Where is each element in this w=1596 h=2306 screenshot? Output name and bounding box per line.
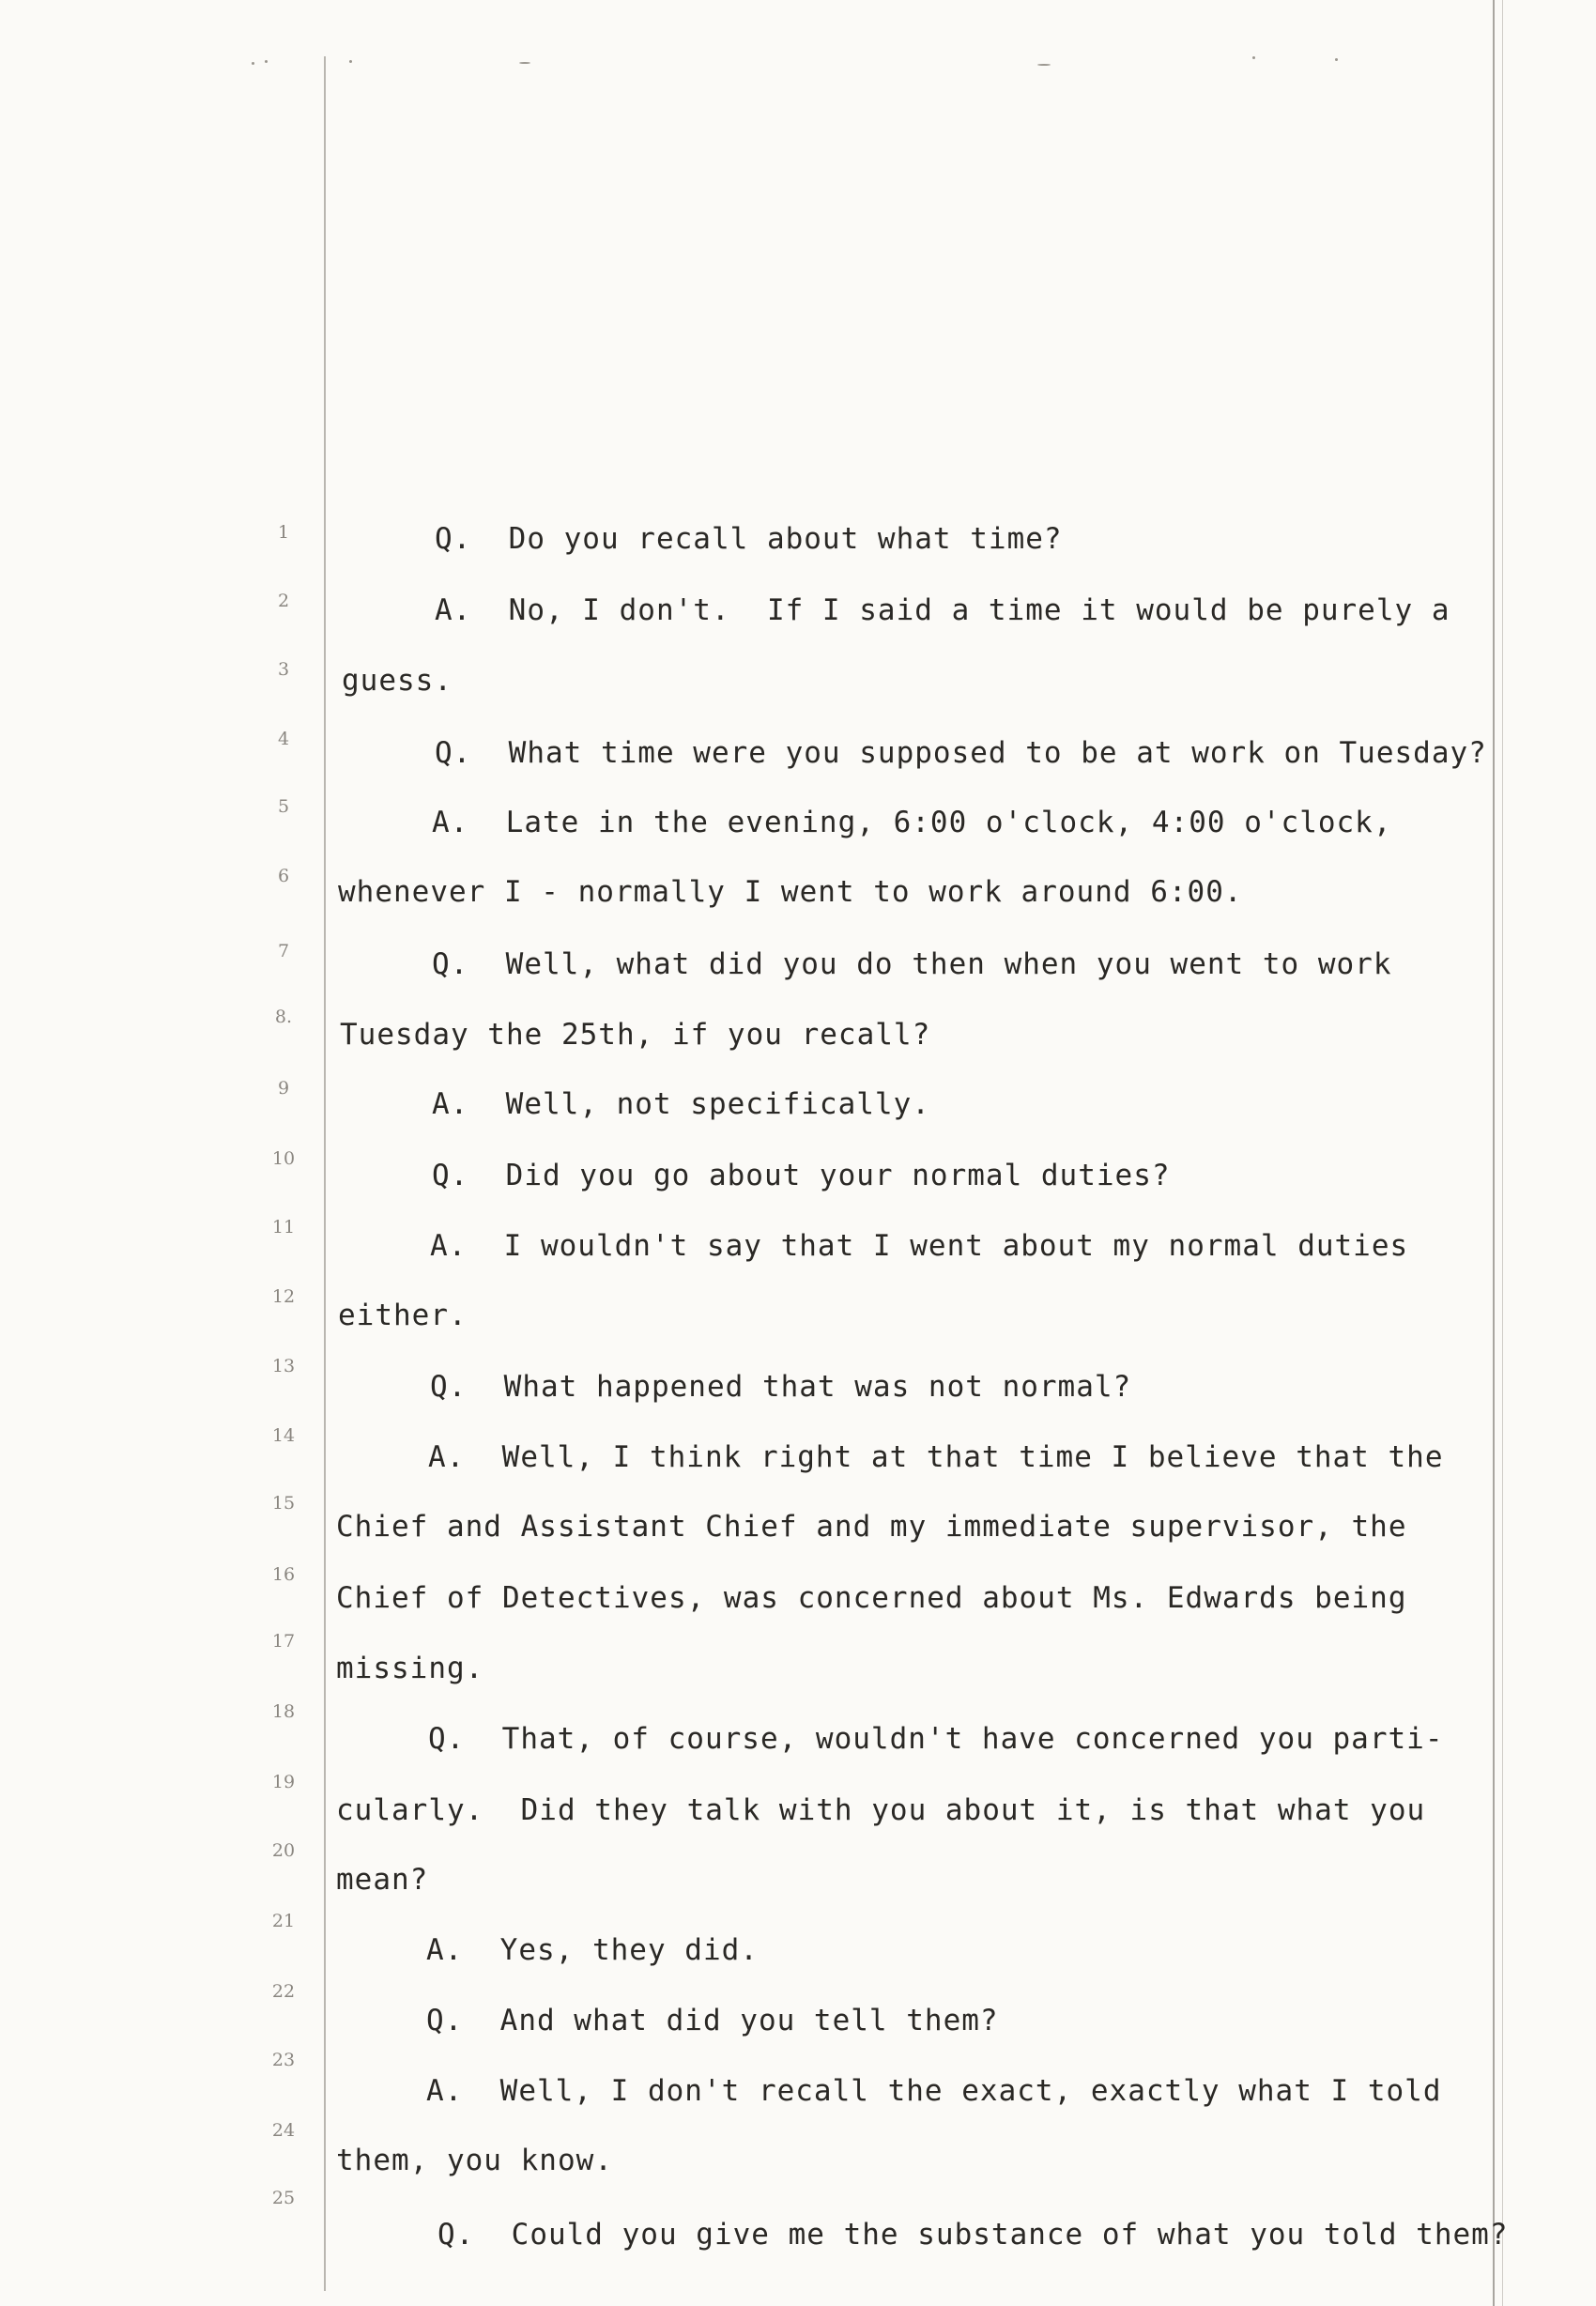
line-number: 13 [271,1356,296,1376]
line-number: 21 [271,1911,296,1931]
line-number: 4 [277,729,290,749]
transcript-line: Q. Did you go about your normal duties? [432,1159,1171,1192]
transcript-line: Q. What time were you supposed to be at work on Tuesday? [435,736,1487,770]
transcript-line: Tuesday the 25th, if you recall? [340,1018,931,1052]
line-number: 23 [271,2050,296,2070]
transcript-line: A. Well, I don't recall the exact, exactly what I told [426,2074,1442,2108]
transcript-line: Q. That, of course, wouldn't have concerned you parti- [428,1722,1444,1756]
transcript-line: Q. And what did you tell them? [426,2004,999,2037]
right-margin-rule [1493,0,1495,2306]
transcript-line: guess. [342,664,453,698]
transcript-line: Q. What happened that was not normal? [430,1370,1132,1404]
line-number: 8. [274,1007,293,1027]
transcript-line: Chief and Assistant Chief and my immediate supervisor, the [336,1510,1407,1544]
scan-speck [1252,56,1255,59]
scan-speck [519,62,530,64]
scan-speck [1335,58,1338,61]
transcript-line: cularly. Did they talk with you about it, is that what you [336,1793,1426,1827]
line-number: 11 [271,1217,296,1238]
scan-speck [265,60,268,63]
transcript-line: A. I wouldn't say that I went about my normal duties [430,1229,1409,1263]
transcript-line: mean? [336,1863,429,1897]
line-number: 20 [271,1840,296,1861]
transcript-line: A. Well, not specifically. [432,1087,930,1121]
line-number: 3 [277,659,290,680]
transcript-line: either. [338,1299,468,1332]
line-number: 24 [271,2120,296,2141]
transcript-line: missing. [336,1652,484,1685]
line-number: 1 [277,522,290,543]
line-number: 7 [277,941,290,961]
line-number: 18 [271,1701,296,1722]
scan-speck [252,62,254,65]
line-number: 9 [277,1078,290,1099]
transcript-line: A. Late in the evening, 6:00 o'clock, 4:00 o'clock, [432,806,1392,839]
line-number: 15 [271,1493,296,1514]
line-number: 6 [277,866,290,886]
transcript-line: whenever I - normally I went to work around 6:00. [338,875,1243,909]
right-margin-rule-inner [1502,0,1503,2306]
line-number: 14 [271,1425,296,1446]
line-number: 25 [271,2188,296,2208]
transcript-line: Q. Do you recall about what time? [435,522,1063,556]
line-number: 10 [271,1148,296,1169]
line-number: 5 [277,796,290,817]
scan-speck [349,60,352,63]
transcript-line: A. Well, I think right at that time I believe that the [428,1440,1444,1474]
line-number: 22 [271,1981,296,2002]
transcript-line: Q. Well, what did you do then when you went to work [432,947,1392,981]
line-number: 2 [277,591,290,611]
transcript-line: A. No, I don't. If I said a time it would be purely a [435,593,1450,627]
transcript-line: Chief of Detectives, was concerned about Ms. Edwards being [336,1581,1407,1615]
transcript-line: Q. Could you give me the substance of what you told them? [437,2218,1509,2252]
left-margin-rule [324,56,326,2291]
transcript-line: them, you know. [336,2144,613,2177]
line-number: 16 [271,1564,296,1585]
line-number: 12 [271,1286,296,1307]
scan-speck [1037,64,1051,66]
line-number: 19 [271,1772,296,1792]
transcript-line: A. Yes, they did. [426,1933,759,1967]
line-number: 17 [271,1631,296,1652]
